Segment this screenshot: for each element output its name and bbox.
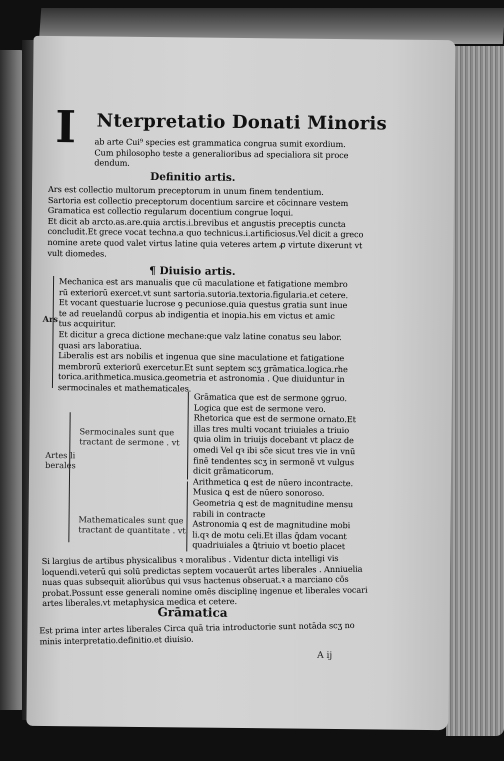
definitio-line: concludit.Et grece vocat techna.a quo technicus.i.artificiosus.Vel dicit a greco [47, 226, 364, 240]
definitio-heading: Definitio artis. [150, 171, 236, 184]
largius-line: nuas quas subsequit aliorūbus qui vsus hactenus obseruat.ꝛ a marciano cōs [41, 574, 349, 588]
sermocinales-label [79, 426, 179, 448]
definitio-line: Sartoria est collectio preceptorum docentium sarcire et cōcinnare vestem [47, 194, 349, 208]
intro-line: dendum. [94, 157, 130, 169]
page [26, 36, 455, 730]
largius-line: artes liberales.vt metaphysica medica et cetere. [42, 596, 238, 609]
sermocinales-line: tractant de sermone . vt [79, 436, 180, 448]
sermocinales-bracket [187, 391, 189, 479]
divisio-heading: ¶ Diuisio artis. [149, 265, 236, 278]
largius-paragraph [42, 552, 437, 609]
artes-line: illas tres multi vocant triuiales a triuio [193, 423, 350, 435]
artes-line: quadriuiales a ꝗ̄triuio vt boetio placet [192, 539, 346, 552]
divisio-line: Mechanica est ars manualis que cū maculatione et fatigatione membro [59, 276, 348, 290]
artes-line: Arithmetica ꝗ est de nūero incontracte. [192, 476, 354, 488]
definitio-line: vult diomedes. [47, 247, 107, 259]
artes-line: Grāmatica que est de sermone ꝯgruo. [193, 391, 347, 404]
divisio-line: quasi ars laboratiua. [58, 339, 142, 351]
page-title: Nterpretatio Donati Minoris [96, 110, 387, 135]
mathematicales-line: tractant de quantitate . vt [78, 524, 186, 536]
definitio-line: Ars est collectio multorum preceptorum in unum finem tendentium. [47, 183, 324, 197]
artes-line: finē tendentes scʒ in sermonē vt vulgus [193, 455, 355, 467]
divisio-line: sermocinales et mathematicales. [57, 382, 192, 394]
decorated-initial: I [55, 102, 77, 154]
divisio-line: Et dicitur a greca dictione mechane:que valz latine conatus seu labor. [58, 329, 342, 343]
largius-line: loquendi.veterū qui solū predictas septem vocauerūt artes liberales . Anniuelia [41, 563, 363, 577]
artes-liberales-bracket [68, 412, 70, 542]
sermocinales-line: Sermocinales sunt que [79, 426, 175, 438]
divisio-line: tus acquiritur. [58, 318, 116, 330]
artes-line: dicit grāmaticorum. [193, 465, 274, 477]
divisio-line: te ad reuelandū corpus ab indigentia et inopia.his em victus et amic [58, 307, 335, 321]
divisio-line: torica.arithmetica.musica.geometria et astronomia . Que diuiduntur in [58, 371, 345, 385]
intro-paragraph [94, 136, 434, 171]
ars-bracket [52, 276, 54, 388]
artes-line: li.qꝛ de motu celi.Et illas q̄dam vocant [192, 529, 347, 541]
divisio-line: membrorū exteriorū exercetur.Et sunt septem scʒ grāmatica.logica.rhe [58, 360, 348, 374]
grammatica-line: Est prima inter artes liberales Circa quā tria introductorie sunt notāda scʒ no [39, 619, 355, 636]
artes-line: quia olim in triuijs docebant vt placz de [193, 433, 354, 446]
largius-line: probat.Possunt esse generali nomine omēs disciplinę ingenue et liberales vocari [41, 584, 368, 598]
definitio-line: Et dicit ab arcto.as.are.quia arctis.i.brevibus et angustis preceptis cuncta [47, 215, 346, 229]
artes-line: rabili in contracte [192, 508, 266, 519]
grammatica-paragraph [39, 619, 435, 647]
intro-line: ab arte Cui⁹ species est grammatica congrua sumit exordium. [94, 136, 346, 150]
ars-label: Ars [42, 313, 58, 325]
divisio-line: Liberalis est ars nobilis et ingenua que sine maculatione et fatigatione [58, 350, 345, 364]
page-block-edge [446, 46, 504, 736]
artes-line: Logica que est de sermone vero. [193, 402, 326, 414]
divisio-paragraph [58, 276, 439, 397]
definitio-line: nomine arete quod valet virtus latine quia veteres artem ꝓ virtute dixerunt vt [47, 236, 363, 251]
artes-line: Geometria ꝗ est de magnitudine mensu [192, 497, 354, 510]
divisio-line: Et vocant questuarie lucrose ꝯ pecuniose.quia questus gratia sunt inue [58, 297, 348, 311]
largius-line: Si largius de artibus physicalibus ꝛ moralibus . Videntur dicta intelligi vis [41, 552, 339, 567]
artes-liberales-label [45, 450, 76, 471]
artes-line: Rhetorica que est de sermone ornato.Et [193, 412, 356, 425]
grammatica-heading: Grāmatica [157, 605, 228, 620]
artes-line: omedi Vel qꝛ ibi sc̄e sicut tres vie in vnū [193, 444, 356, 457]
definitio-line: Gramatica est collectio regularum docentium congrue loqui. [47, 205, 294, 218]
mathematicales-line: Mathematicales sunt que [78, 514, 184, 526]
artes-list [192, 392, 438, 553]
artes-liberales-label-line: berales [45, 460, 76, 471]
mathematicales-bracket [186, 481, 188, 551]
artes-line: Musica ꝗ est de nūero sonoroso. [192, 486, 325, 499]
artes-line: Astronomia ꝗ est de magnitudine mobi [192, 518, 351, 531]
divisio-line: rū exteriorū exercet.vt sunt sartoria.sutoria.textoria.figularia.et cetere. [58, 286, 349, 300]
artes-liberales-label-line: Artes li [45, 449, 76, 461]
page-signature: A ij [317, 650, 333, 661]
intro-line: Cum philosopho teste a generalioribus ad specialiora sit proce [94, 147, 349, 160]
grammatica-line: minis interpretatio.definitio.et diuisio. [39, 633, 194, 647]
definitio-paragraph [47, 184, 440, 262]
mathematicales-label [78, 514, 186, 536]
